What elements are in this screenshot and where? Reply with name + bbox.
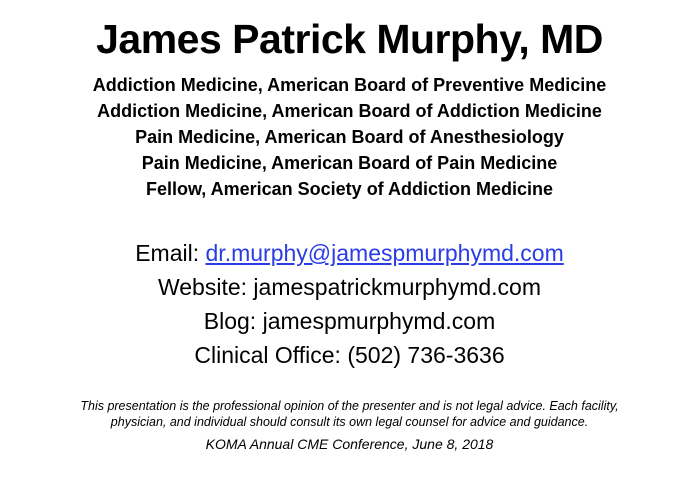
credential-line: Pain Medicine, American Board of Pain Medicine <box>141 153 558 173</box>
contact-block <box>0 236 699 372</box>
office-label: Clinical Office: <box>194 342 341 368</box>
website-value: jamespatrickmurphymd.com <box>253 274 542 300</box>
blog-label: Blog: <box>203 308 257 334</box>
page-title: James Patrick Murphy, MD <box>96 16 603 62</box>
email-label: Email: <box>135 240 200 266</box>
contact-line-website <box>0 270 699 304</box>
credential-line: Addiction Medicine, American Board of Preventive Medicine <box>92 75 607 95</box>
credential-line: Fellow, American Society of Addiction Medicine <box>145 179 554 199</box>
blog-value: jamespmurphymd.com <box>262 308 496 334</box>
email-link[interactable]: dr.murphy@jamespmurphymd.com <box>205 240 564 266</box>
conference-note: KOMA Annual CME Conference, June 8, 2018 <box>205 436 494 452</box>
disclaimer-line: physician, and individual should consult its own legal counsel for advice and guidance. <box>110 415 589 429</box>
contact-line-office <box>0 338 699 372</box>
contact-line-blog <box>0 304 699 338</box>
disclaimer <box>0 398 699 430</box>
office-value: (502) 736-3636 <box>347 342 505 368</box>
website-label: Website: <box>157 274 248 300</box>
disclaimer-line: This presentation is the professional opinion of the presenter and is not legal advice. Each facility, <box>80 399 619 413</box>
credentials-block <box>0 72 699 202</box>
credential-line: Pain Medicine, American Board of Anesthesiology <box>135 127 564 147</box>
credential-line: Addiction Medicine, American Board of Addiction Medicine <box>97 101 602 121</box>
contact-line-email <box>0 236 699 270</box>
